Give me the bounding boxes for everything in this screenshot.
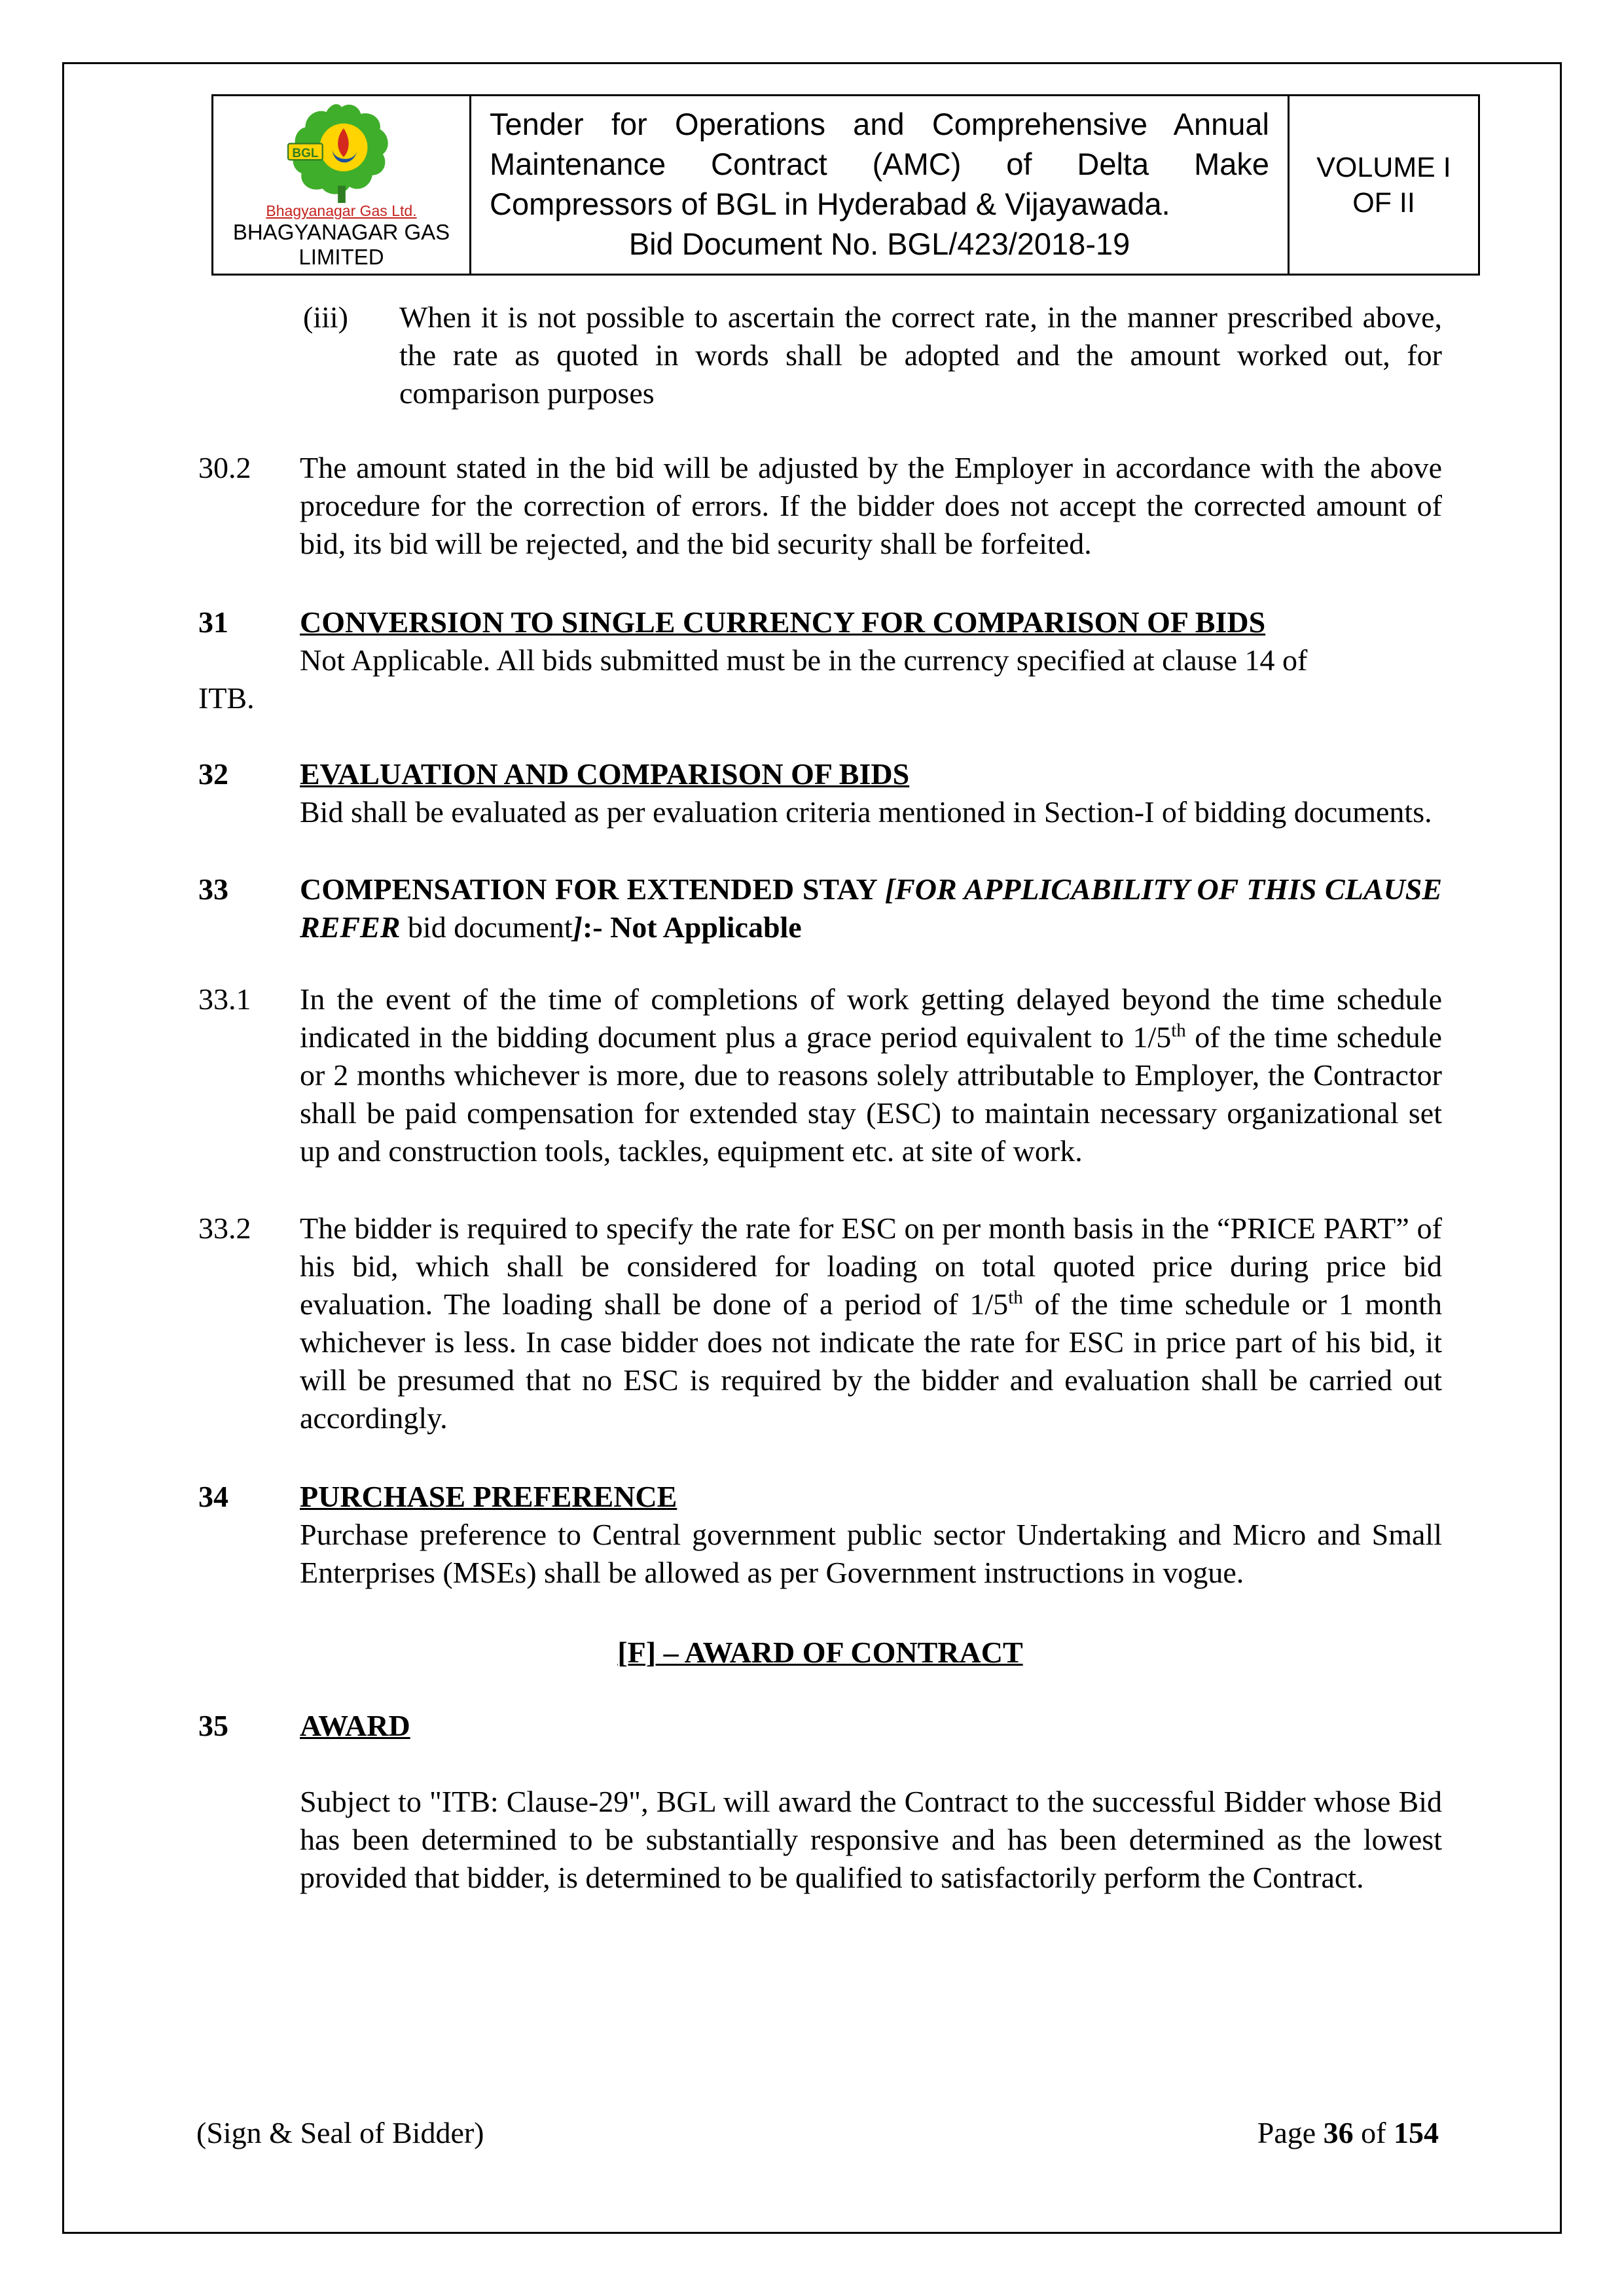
logo-stem bbox=[338, 186, 346, 203]
clause-33-1-number: 33.1 bbox=[198, 982, 251, 1016]
clause-34-heading: PURCHASE PREFERENCE bbox=[300, 1480, 677, 1513]
logo-badge-text: BGL bbox=[291, 146, 318, 160]
clause-31-heading: CONVERSION TO SINGLE CURRENCY FOR COMPARISON OF BIDS bbox=[300, 605, 1266, 639]
footer-page-word: Page bbox=[1257, 2116, 1324, 2149]
superscript-th: th bbox=[1171, 1020, 1186, 1041]
clause-33-heading-bold: COMPENSATION FOR EXTENDED STAY bbox=[300, 872, 885, 906]
item-iii-text: When it is not possible to ascertain the correct rate, in the manner prescribed above, the rate as quoted in words shall be adopted and the amount worked out, for comparison purposes bbox=[399, 300, 1442, 410]
superscript-th: th bbox=[1008, 1287, 1023, 1308]
clause-30-2-text: The amount stated in the bid will be adjusted by the Employer in accordance with the above procedure for the correction of errors. If the bidder does not accept the corrected amount of bid, its bid will be rejected, and the bid security shall be forfeited. bbox=[300, 451, 1442, 560]
clause-31-text: Not Applicable. All bids submitted must be in the currency specified at clause 14 of bbox=[300, 643, 1308, 677]
clause-33-2-text-a: The bidder is required to specify the rate for ESC on per month basis in the “PRICE PART” of his bid, which shall be considered for loading on total quoted price during price bid evaluation. The loading shall be done of a period of 1/5 bbox=[300, 1211, 1442, 1321]
clause-33-heading-italic: [FOR APPLICABILITY OF THIS CLAUSE REFER bbox=[300, 872, 1442, 944]
footer-page-number bbox=[1257, 2115, 1439, 2150]
clause-33-heading-bracket: ] bbox=[572, 910, 583, 944]
section-f-heading: [F] – AWARD OF CONTRACT bbox=[617, 1636, 1023, 1669]
footer-page-total: 154 bbox=[1394, 2116, 1439, 2149]
clause-31-number: 31 bbox=[198, 605, 228, 639]
volume-line-2: OF II bbox=[1352, 187, 1415, 219]
clause-35-number: 35 bbox=[198, 1709, 228, 1742]
clause-33 bbox=[198, 870, 1442, 946]
clause-31-text-overflow: ITB. bbox=[198, 681, 255, 715]
org-name-line1: BHAGYANAGAR GAS bbox=[232, 220, 450, 244]
page-border bbox=[62, 62, 1562, 2234]
document-body bbox=[198, 298, 1442, 1897]
clause-33-number: 33 bbox=[198, 872, 228, 906]
clause-34 bbox=[198, 1478, 1442, 1592]
clause-33-2 bbox=[198, 1210, 1442, 1437]
clause-32-text: Bid shall be evaluated as per evaluation criteria mentioned in Section-I of bidding documents. bbox=[300, 795, 1432, 829]
bgl-logo-icon bbox=[283, 101, 400, 205]
bid-document-number: Bid Document No. BGL/423/2018-19 bbox=[628, 226, 1130, 261]
clause-30-2 bbox=[198, 449, 1442, 563]
header-table bbox=[211, 94, 1480, 276]
volume-line-1: VOLUME I bbox=[1316, 151, 1451, 183]
clause-35-heading: AWARD bbox=[300, 1709, 410, 1742]
tender-title-line-3: Compressors of BGL in Hyderabad & Vijayawada. bbox=[490, 187, 1170, 221]
clause-35-text: Subject to "ITB: Clause-29", BGL will award the Contract to the successful Bidder whose Bid has been determined to be substantially responsive and has been determined as the lowest provided that bidder, is determined to be qualified to satisfactorily perform the Contract. bbox=[300, 1785, 1442, 1894]
logo-small-text: Bhagyanagar Gas Ltd. bbox=[266, 202, 417, 219]
clause-33-2-text-b: of the time schedule or 1 month whichever is less. In case bidder does not indicate the rate for ESC in price part of his bid, it will be presumed that no ESC is required by the bidder and evaluation shall be carried out accordingly. bbox=[300, 1287, 1442, 1435]
clause-33-2-text bbox=[300, 1210, 1442, 1437]
footer-of-word: of bbox=[1353, 2116, 1394, 2149]
org-name-line2: LIMITED bbox=[298, 245, 384, 269]
logo-cell bbox=[213, 96, 471, 274]
clause-33-2-number: 33.2 bbox=[198, 1211, 251, 1245]
clause-32-number: 32 bbox=[198, 757, 228, 791]
clause-30-2-number: 30.2 bbox=[198, 451, 251, 484]
clause-33-1-text bbox=[300, 980, 1442, 1170]
tender-title-cell bbox=[471, 96, 1290, 274]
clause-33-1-text-b: of the time schedule or 2 months whichever is more, due to reasons solely attributable to Employer, the Contractor shall be paid compensation for extended stay (ESC) to maintain necessary organizational set up and construction tools, tackles, equipment etc. at site of work. bbox=[300, 1020, 1442, 1168]
volume-cell bbox=[1290, 96, 1478, 274]
clause-34-text: Purchase preference to Central government public sector Undertaking and Micro and Small Enterprises (MSEs) shall be allowed as per Government instructions in vogue. bbox=[300, 1518, 1442, 1589]
clause-34-number: 34 bbox=[198, 1480, 228, 1513]
clause-33-heading-tail: :- Not Applicable bbox=[582, 910, 802, 944]
clause-32-heading: EVALUATION AND COMPARISON OF BIDS bbox=[300, 757, 910, 791]
item-iii-number: (iii) bbox=[303, 300, 348, 334]
footer-sign-seal: (Sign & Seal of Bidder) bbox=[196, 2116, 484, 2149]
footer-page-num: 36 bbox=[1323, 2116, 1354, 2149]
clause-32 bbox=[198, 755, 1442, 831]
clause-33-heading-regular: bid document bbox=[407, 910, 573, 944]
clause-31 bbox=[198, 603, 1442, 679]
tender-title-line-2: Maintenance Contract (AMC) of Delta Make bbox=[490, 147, 1269, 181]
clause-33-1 bbox=[198, 980, 1442, 1170]
clause-33-heading bbox=[300, 870, 1442, 946]
tender-title-line-1: Tender for Operations and Comprehensive Annual bbox=[490, 107, 1269, 141]
item-iii bbox=[303, 298, 1442, 412]
page-footer bbox=[196, 2115, 1439, 2150]
clause-33-1-text-a: In the event of the time of completions of work getting delayed beyond the time schedule indicated in the bidding document plus a grace period equivalent to 1/5 bbox=[300, 982, 1442, 1054]
clause-35 bbox=[198, 1707, 1442, 1745]
